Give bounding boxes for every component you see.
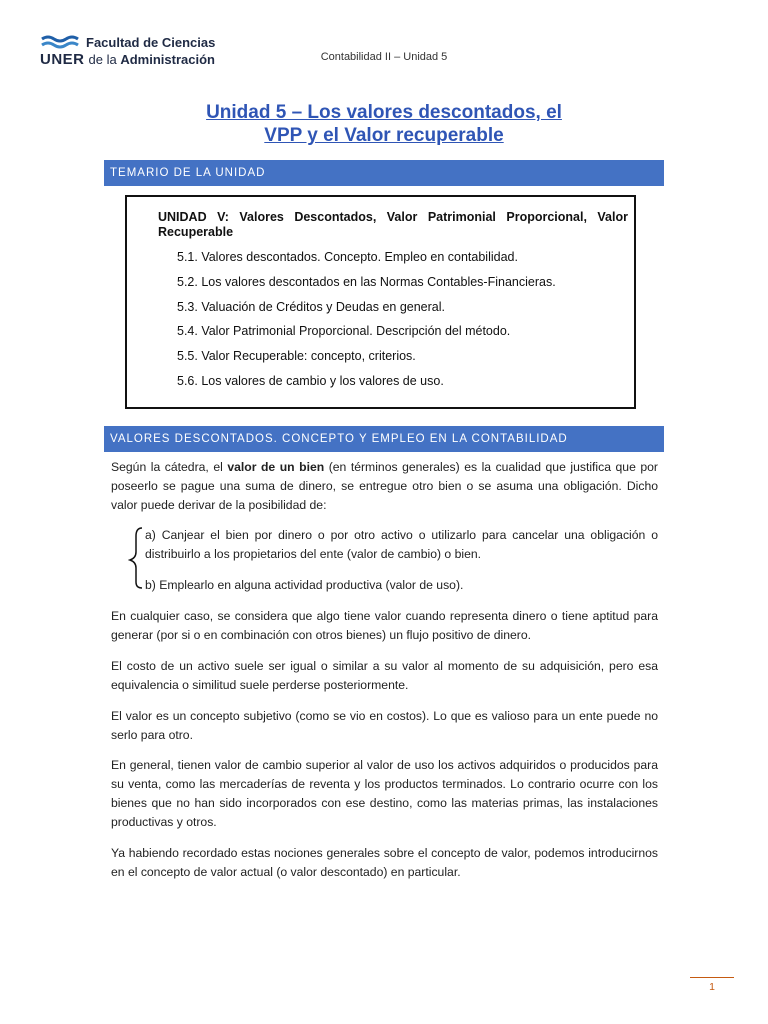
syllabus-item: 5.3. Valuación de Créditos y Deudas en general.: [177, 300, 445, 314]
syllabus-item: 5.5. Valor Recuperable: concepto, criterios.: [177, 349, 416, 363]
paragraph-valor: En cualquier caso, se considera que algo tiene valor cuando representa dinero o tiene aptitud para generar (por si o en combinación con otros bienes) un flujo positivo de dinero.: [111, 609, 658, 642]
paragraph-general: En general, tienen valor de cambio superior al valor de uso los activos adquiridos o producidos para su venta, como las mercaderías de reventa y los productos terminados. Lo contrario ocurre con los bienes que no han sido incorporados con ese destino, como las materias primas, las instalaciones productivas y otros.: [111, 758, 658, 829]
syllabus-item: 5.1. Valores descontados. Concepto. Empleo en contabilidad.: [177, 250, 518, 264]
running-header: Contabilidad II – Unidad 5: [320, 51, 448, 63]
p1-after: (en términos generales) es la cualidad que justifica que por poseerlo se pague una suma de dinero, se entregue otro bien o se asuma una obligación. Dicho valor puede derivar de la posibilidad de:: [111, 460, 658, 512]
curly-brace-icon: [128, 526, 144, 590]
logo-line2-prefix: de la: [88, 52, 121, 67]
p1-bold: valor de un bien: [227, 460, 325, 474]
page-number: 1: [709, 981, 715, 993]
logo-line1: Facultad de Ciencias: [86, 35, 216, 50]
syllabus-item: 5.2. Los valores descontados en las Normas Contables-Financieras.: [177, 275, 556, 289]
option-a: a) Canjear el bien por dinero o por otro activo o utilizarlo para cancelar una obligación o distribuirlo a los propietarios del ente (valor de cambio) o bien.: [145, 528, 658, 561]
syllabus-item: 5.6. Los valores de cambio y los valores de uso.: [177, 374, 444, 388]
paragraph-conclusion: Ya habiendo recordado estas nociones generales sobre el concepto de valor, podemos introducirnos en el concepto de valor actual (o valor descontado) en particular.: [111, 846, 658, 879]
page-title: [110, 101, 658, 147]
waves-icon: [40, 34, 80, 50]
syllabus-item: 5.4. Valor Patrimonial Proporcional. Descripción del método.: [177, 324, 511, 338]
paragraph-valor-bien: [111, 458, 658, 515]
footer-rule: [690, 977, 734, 978]
title-line2: VPP y el Valor recuperable: [264, 125, 504, 146]
paragraph-subjetivo: El valor es un concepto subjetivo (como se vio en costos). Lo que es valioso para un ente puede no serlo para otro.: [111, 709, 658, 742]
p1-before: Según la cátedra, el: [111, 460, 228, 474]
logo-line2-bold: Administración: [120, 52, 215, 67]
syllabus-box: [125, 195, 636, 409]
option-b: b) Emplearlo en alguna actividad productiva (valor de uso).: [145, 578, 464, 592]
title-line1: Unidad 5 – Los valores descontados, el: [206, 102, 562, 123]
section-heading-valores: VALORES DESCONTADOS. CONCEPTO Y EMPLEO EN LA CONTABILIDAD: [104, 426, 664, 452]
logo-uner: UNER: [40, 51, 85, 68]
section-heading-temario: TEMARIO DE LA UNIDAD: [104, 160, 664, 186]
syllabus-heading: UNIDAD V: Valores Descontados, Valor Patrimonial Proporcional, Valor Recuperable: [158, 210, 628, 239]
paragraph-costo: El costo de un activo suele ser igual o similar a su valor al momento de su adquisición, pero esa equivalencia o similitud suele perderse posteriormente.: [111, 659, 658, 692]
